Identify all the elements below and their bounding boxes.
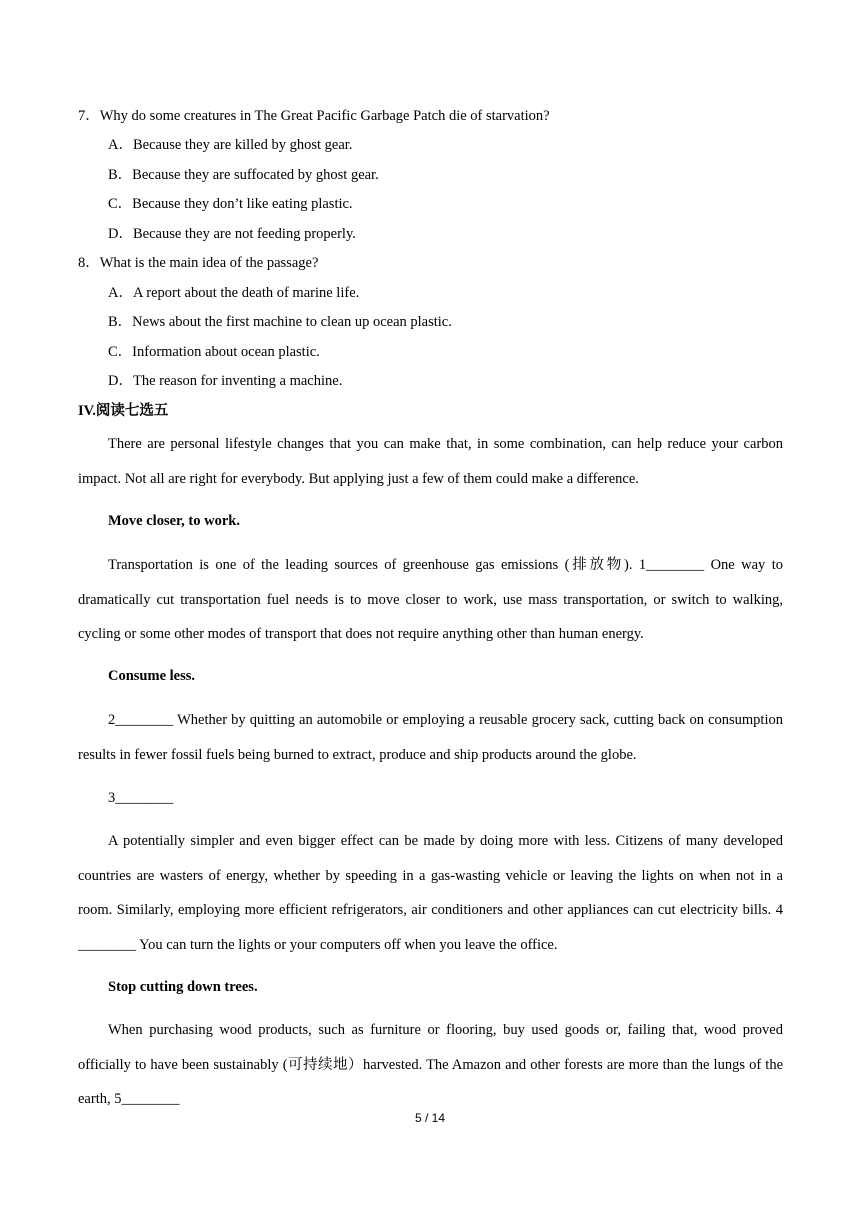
- paragraph-trees: When purchasing wood products, such as furniture or flooring, buy used goods or, failing that, wood proved officially to have been sustainably (可持续地）harvested. The Amazon and other forests are more than the lungs of the earth, 5________: [78, 1022, 783, 1107]
- q7-option-d: D．Because they are not feeding properly.: [108, 226, 356, 242]
- paragraph-transportation: Transportation is one of the leading sources of greenhouse gas emissions (排放物). 1________ One way to dramatically cut transportation fuel needs is to move closer to work, use mass transportation, or switch to walking, cycling or some other modes of transport that does not require anything other than human energy.: [78, 557, 783, 642]
- q8-stem: 8．What is the main idea of the passage?: [78, 255, 319, 271]
- q8-option-d: D．The reason for inventing a machine.: [108, 373, 343, 389]
- subheading-consume-less: Consume less.: [108, 668, 196, 684]
- page-number: 5 / 14: [414, 1111, 446, 1125]
- section-heading: IV.阅读七选五: [78, 403, 169, 419]
- q7-stem: 7．Why do some creatures in The Great Pacific Garbage Patch die of starvation?: [78, 108, 550, 124]
- paragraph-efficiency: A potentially simpler and even bigger effect can be made by doing more with less. Citizens of many developed countries are wasters of energy, whether by speeding in a gas-wasting vehicle or leaving the lights on when not in a room. Similarly, employing more efficient refrigerators, air conditioners and other appliances can cut electricity bills. 4 ________ You can turn the lights or your computers off when you leave the office.: [78, 833, 783, 953]
- subheading-move-closer: Move closer, to work.: [108, 513, 240, 529]
- q7-option-c: C．Because they don’t like eating plastic.: [108, 196, 353, 212]
- q8-option-c: C．Information about ocean plastic.: [108, 344, 320, 360]
- q7-option-a: A．Because they are killed by ghost gear.: [108, 137, 353, 153]
- subheading-stop-cutting-trees: Stop cutting down trees.: [108, 979, 258, 995]
- intro-paragraph: There are personal lifestyle changes that you can make that, in some combination, can help reduce your carbon impact. Not all are right for everybody. But applying just a few of them could make a difference.: [78, 436, 783, 487]
- blank-3: 3________: [108, 790, 174, 806]
- q8-option-a: A．A report about the death of marine life.: [108, 285, 360, 301]
- paragraph-consume: 2________ Whether by quitting an automobile or employing a reusable grocery sack, cutting back on consumption results in fewer fossil fuels being burned to extract, produce and ship products around the globe.: [78, 712, 783, 763]
- q8-option-b: B．News about the first machine to clean up ocean plastic.: [108, 314, 452, 330]
- q7-option-b: B．Because they are suffocated by ghost gear.: [108, 167, 379, 183]
